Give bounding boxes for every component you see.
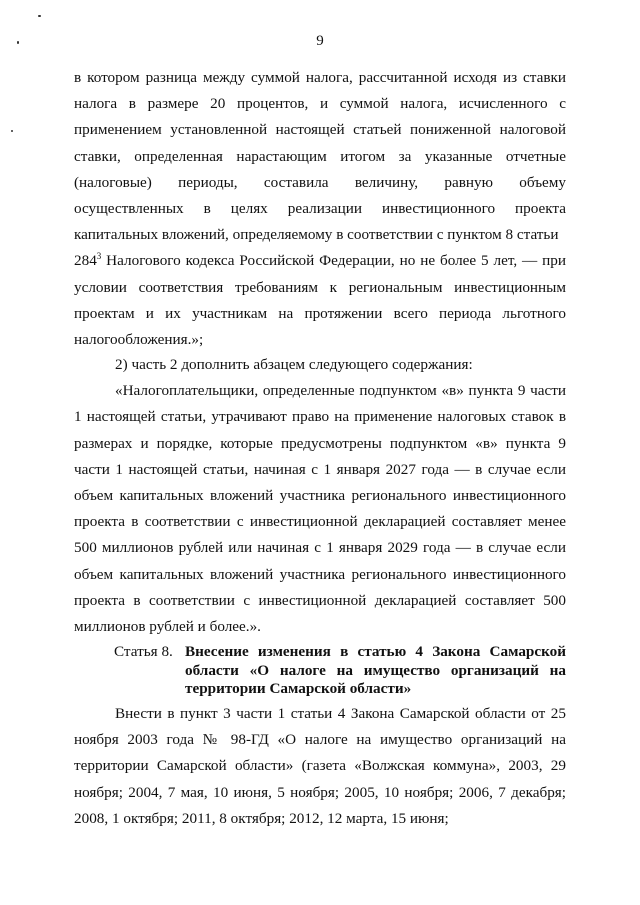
page-number: 9	[316, 33, 324, 49]
amendment-text-block	[74, 352, 566, 640]
paragraph-text: в котором разница между суммой налога, рассчитанной исходя из ставки налога в размере 20 процентов, и суммой налога, исчисленного с применением установленной настоящей статьей пониженной налоговой ставки, определенная нарастающим итогом за указанные отчетные (налоговые) периоды, составила величину, равную объему осуществленных в целях реализации инвестиционного проекта капитальных вложений, определяемому в соответствии с пунктом 8 статьи	[74, 69, 566, 244]
article-body	[74, 701, 566, 832]
paragraph-taxpayers: «Налогоплательщики, определенные подпунктом «в» пункта 9 части 1 настоящей статьи, утрачивают право на применение налоговых ставок в размерах и порядке, которые предусмотрены подпунктом «в» пункта 9 части 1 настоящей статьи, начиная с 1 января 2027 года — в случае если объем капитальных вложений участника регионального инвестиционного проекта в соответствии с инвестиционной декларацией составляет менее 500 миллионов рублей или начиная с 1 января 2029 года — в случае если объем капитальных вложений участника регионального инвестиционного проекта в соответствии с инвестиционной декларацией составляет 500 миллионов рублей и более.».	[74, 382, 566, 636]
scan-speck	[11, 130, 13, 132]
paragraph-text-continuation: Налогового кодекса Российской Федерации, но не более 5 лет, –– при условии соответствия требованиям к региональным инвестиционным проектам и их участникам на протяжении всего периода льготного налогообложения.»;	[74, 252, 566, 349]
article-number: Статья 8.	[114, 643, 173, 660]
amendment-text-block	[74, 65, 566, 353]
scan-speck	[17, 41, 19, 44]
paragraph-article-8: Внести в пункт 3 части 1 статьи 4 Закона Самарской области от 25 ноября 2003 года № 98-ГД «О налоге на имущество организаций на территории Самарской области» (газета «Волжская коммуна», 2003, 29 ноября; 2004, 7 мая, 10 июня, 5 ноября; 2005, 10 ноября; 2006, 7 декабря; 2008, 1 октября; 2011, 8 октября; 2012, 12 марта, 15 июня;	[74, 705, 566, 827]
article-reference-number: 284	[74, 252, 97, 270]
paragraph-part-2: 2) часть 2 дополнить абзацем следующего содержания:	[115, 356, 473, 373]
scan-speck	[38, 15, 41, 17]
paragraph-tax-rate-condition	[74, 65, 566, 353]
article-reference-superscript: 3	[96, 251, 102, 262]
article-title: Внесение изменения в статью 4 Закона Самарской области «О налоге на имущество организаций на территории Самарской области»	[185, 643, 566, 697]
